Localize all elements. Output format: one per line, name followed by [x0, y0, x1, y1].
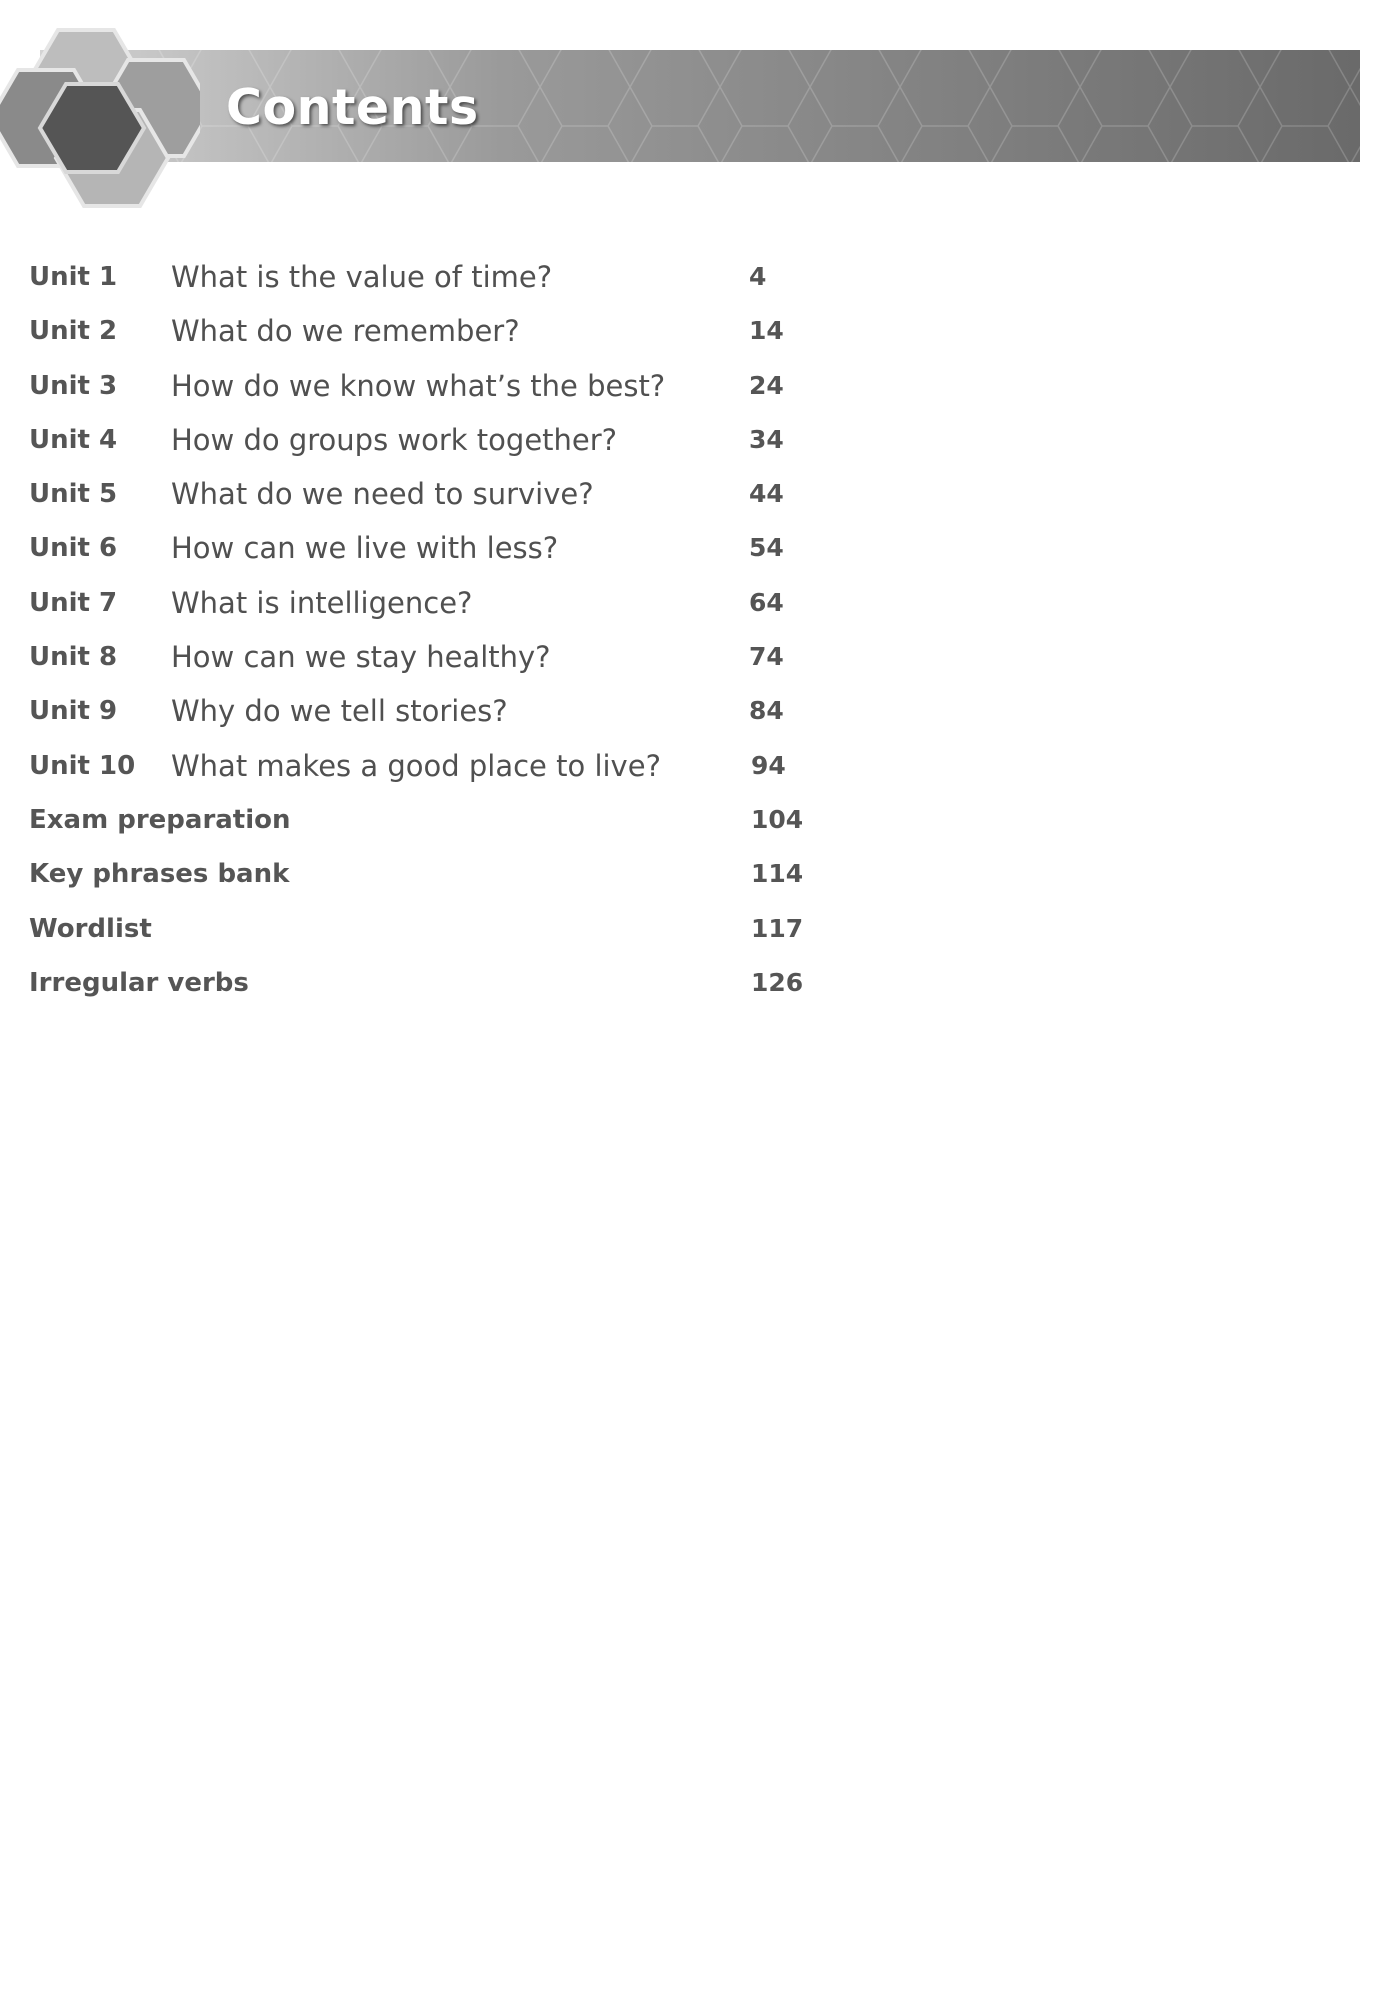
section-title: Irregular verbs	[29, 967, 249, 998]
unit-label: Unit 10	[29, 750, 136, 781]
unit-label: Unit 3	[29, 370, 118, 401]
toc-row-unit-7[interactable]	[29, 576, 829, 630]
page-number: 114	[751, 859, 804, 889]
page-number: 44	[749, 479, 784, 509]
unit-title: How can we live with less?	[171, 531, 559, 566]
toc-row-unit-5[interactable]	[29, 467, 829, 521]
unit-title: What is the value of time?	[171, 260, 553, 294]
unit-title: Why do we tell stories?	[171, 694, 508, 729]
page-title: Contents	[226, 79, 479, 136]
unit-title: How do we know what’s the best?	[171, 368, 666, 403]
toc-row-unit-1[interactable]	[29, 250, 829, 304]
page-number: 117	[751, 913, 804, 943]
page-number: 34	[749, 424, 784, 454]
unit-title: What is intelligence?	[171, 585, 473, 620]
page-number: 64	[749, 587, 784, 617]
unit-label: Unit 6	[29, 533, 118, 564]
section-title: Wordlist	[29, 913, 152, 944]
page-number: 104	[751, 804, 804, 834]
toc-row-key-phrases-bank[interactable]	[29, 847, 829, 901]
toc-row-unit-4[interactable]	[29, 413, 829, 467]
page-number: 126	[751, 967, 804, 997]
page-number: 74	[749, 642, 784, 672]
unit-label: Unit 8	[29, 642, 118, 673]
unit-title: How can we stay healthy?	[171, 640, 551, 675]
unit-label: Unit 9	[29, 696, 118, 727]
unit-label: Unit 1	[29, 262, 118, 292]
unit-title: How do groups work together?	[171, 422, 618, 457]
toc-row-unit-8[interactable]	[29, 630, 829, 684]
toc-row-exam-preparation[interactable]	[29, 793, 829, 847]
page-number: 54	[749, 533, 784, 563]
toc-row-unit-6[interactable]	[29, 521, 829, 575]
toc-row-unit-9[interactable]	[29, 684, 829, 738]
header-banner-graphic	[0, 48, 1360, 164]
toc-row-irregular-verbs[interactable]	[29, 956, 829, 1010]
section-title: Key phrases bank	[29, 859, 290, 890]
section-title: Exam preparation	[29, 804, 291, 835]
toc-row-unit-10[interactable]	[29, 739, 829, 793]
table-of-contents	[29, 250, 829, 1010]
toc-row-unit-2[interactable]	[29, 304, 829, 358]
toc-row-unit-3[interactable]	[29, 359, 829, 413]
unit-title: What do we need to survive?	[171, 477, 594, 512]
unit-label: Unit 7	[29, 587, 118, 618]
unit-label: Unit 4	[29, 424, 118, 455]
toc-row-wordlist[interactable]	[29, 902, 829, 956]
page-number: 84	[749, 696, 784, 726]
page-number: 4	[749, 262, 767, 291]
unit-title: What makes a good place to live?	[171, 748, 661, 783]
unit-title: What do we remember?	[171, 314, 520, 349]
page-number: 24	[749, 370, 784, 400]
hexagon-cluster-icon	[0, 18, 200, 208]
unit-label: Unit 5	[29, 479, 118, 510]
page-number: 94	[751, 750, 786, 780]
page-number: 14	[749, 316, 784, 346]
unit-label: Unit 2	[29, 316, 118, 347]
contents-header-banner	[0, 48, 1360, 164]
